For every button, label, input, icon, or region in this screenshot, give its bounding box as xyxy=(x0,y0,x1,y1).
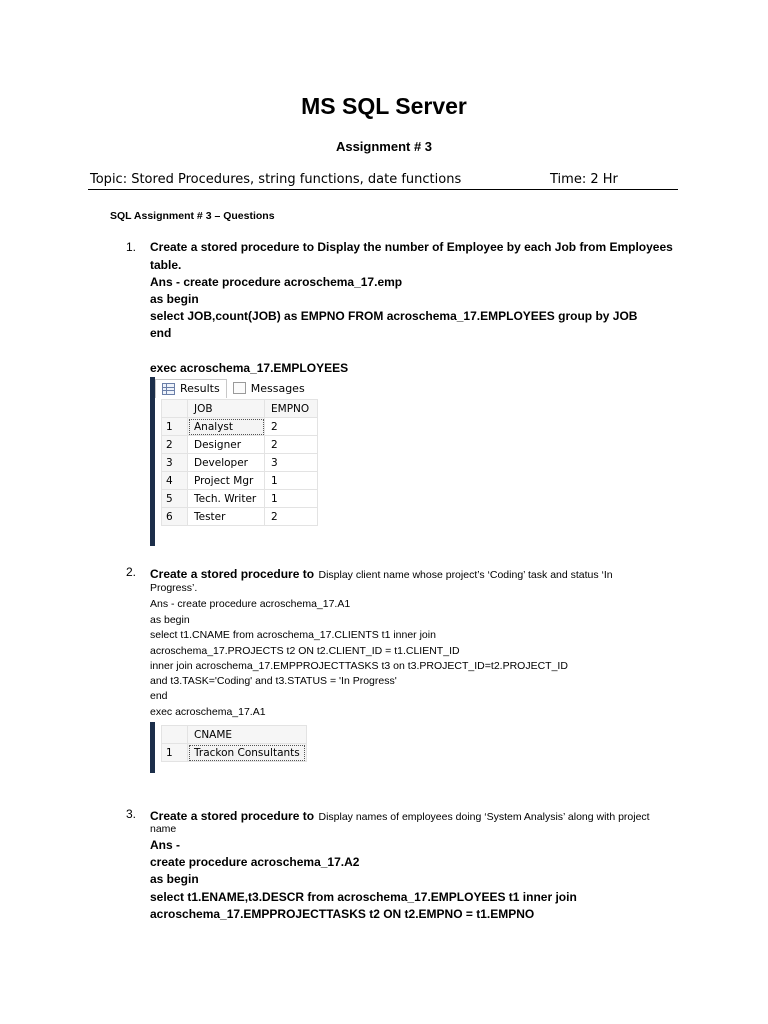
table-cell[interactable]: Analyst xyxy=(188,418,265,436)
q1-question-line1: Create a stored procedure to Display the number of Employee by each Job from Employees xyxy=(150,240,673,254)
table-row xyxy=(162,418,318,436)
table-row xyxy=(162,508,318,526)
results-tabbar xyxy=(155,377,311,399)
q1-results-table xyxy=(161,399,318,526)
table-cell[interactable]: 1 xyxy=(265,490,318,508)
q1-question-line2: table. xyxy=(150,258,182,272)
table-row xyxy=(162,454,318,472)
header-divider xyxy=(88,189,678,190)
tab-results[interactable] xyxy=(155,379,227,398)
q2-code-line: select t1.CNAME from acroschema_17.CLIENTS t1 inner join xyxy=(150,629,436,641)
column-header-cname[interactable]: CNAME xyxy=(188,726,307,744)
table-cell[interactable]: Tester xyxy=(188,508,265,526)
tab-messages-label: Messages xyxy=(250,381,305,395)
q3-question-bold: Create a stored procedure to xyxy=(150,809,315,823)
q2-code-line: as begin xyxy=(150,614,190,626)
table-cell[interactable]: Developer xyxy=(188,454,265,472)
document-title: MS SQL Server xyxy=(301,93,467,119)
row-number: 6 xyxy=(162,508,188,526)
row-number: 2 xyxy=(162,436,188,454)
q2-question-bold: Create a stored procedure to xyxy=(150,567,315,581)
q2-question-cont: Progress’. xyxy=(150,582,198,594)
q2-code-line: exec acroschema_17.A1 xyxy=(150,706,266,718)
q2-code-line: inner join acroschema_17.EMPPROJECTTASKS t3 on t3.PROJECT_ID=t2.PROJECT_ID xyxy=(150,660,568,672)
q2-number: 2. xyxy=(126,565,137,579)
table-row xyxy=(162,472,318,490)
q2-question-rest: Display client name whose project’s ‘Coding’ task and status ‘In xyxy=(318,569,613,581)
q3-code-line: select t1.ENAME,t3.DESCR from acroschema_17.EMPLOYEES t1 inner join xyxy=(150,890,577,904)
table-cell[interactable]: Designer xyxy=(188,436,265,454)
section-heading: SQL Assignment # 3 – Questions xyxy=(110,210,275,222)
q2-question xyxy=(150,565,613,583)
row-number-header xyxy=(162,400,188,418)
q3-question xyxy=(150,807,650,825)
grid-scrollbar[interactable] xyxy=(150,377,155,546)
q1-answer: Ans - create procedure acroschema_17.emp xyxy=(150,275,403,289)
q2-code-line: acroschema_17.PROJECTS t2 ON t2.CLIENT_ID = t1.CLIENT_ID xyxy=(150,645,460,657)
results-grid-icon xyxy=(162,383,175,395)
topic-text: Topic: Stored Procedures, string functions, date functions xyxy=(90,172,462,187)
q3-code-line: as begin xyxy=(150,872,199,886)
column-header-job[interactable]: JOB xyxy=(188,400,265,418)
row-number: 3 xyxy=(162,454,188,472)
q3-code-line: Ans - xyxy=(150,838,180,852)
row-number: 5 xyxy=(162,490,188,508)
assignment-subtitle: Assignment # 3 xyxy=(335,139,433,154)
q1-exec-line: exec acroschema_17.EMPLOYEES xyxy=(150,361,349,375)
row-number: 1 xyxy=(162,744,188,762)
table-row xyxy=(162,436,318,454)
q1-code-line: select JOB,count(JOB) as EMPNO FROM acroschema_17.EMPLOYEES group by JOB xyxy=(150,309,638,323)
q3-code-line: acroschema_17.EMPPROJECTTASKS t2 ON t2.EMPNO = t1.EMPNO xyxy=(150,907,535,921)
table-row xyxy=(162,744,307,762)
q2-code-line: end xyxy=(150,690,168,702)
table-cell[interactable]: Project Mgr xyxy=(188,472,265,490)
q2-code-line: and t3.TASK='Coding' and t3.STATUS = 'In Progress' xyxy=(150,675,397,687)
q1-code-line: as begin xyxy=(150,292,199,306)
tab-results-label: Results xyxy=(180,382,220,395)
q1-code-line: end xyxy=(150,326,172,340)
table-cell[interactable]: 2 xyxy=(265,508,318,526)
grid-scrollbar[interactable] xyxy=(150,722,155,773)
q3-question-rest: Display names of employees doing ‘System Analysis’ along with project xyxy=(318,811,650,823)
tab-messages[interactable] xyxy=(227,379,311,397)
q3-number: 3. xyxy=(126,807,137,821)
time-text: Time: 2 Hr xyxy=(550,172,618,187)
row-number: 4 xyxy=(162,472,188,490)
row-number-header xyxy=(162,726,188,744)
q3-code-line: create procedure acroschema_17.A2 xyxy=(150,855,360,869)
table-cell[interactable]: 1 xyxy=(265,472,318,490)
table-cell[interactable]: 2 xyxy=(265,418,318,436)
messages-icon xyxy=(233,382,246,394)
q2-results-table xyxy=(161,725,307,762)
table-cell[interactable]: 3 xyxy=(265,454,318,472)
table-cell[interactable]: 2 xyxy=(265,436,318,454)
q1-number: 1. xyxy=(126,240,137,254)
table-cell[interactable]: Tech. Writer xyxy=(188,490,265,508)
q3-question-cont: name xyxy=(150,823,177,835)
q2-code-line: Ans - create procedure acroschema_17.A1 xyxy=(150,598,351,610)
q2-results-grid xyxy=(150,722,336,773)
table-cell[interactable]: Trackon Consultants xyxy=(188,744,307,762)
row-number: 1 xyxy=(162,418,188,436)
column-header-empno[interactable]: EMPNO xyxy=(265,400,318,418)
table-row xyxy=(162,490,318,508)
q1-results-grid xyxy=(150,377,340,546)
